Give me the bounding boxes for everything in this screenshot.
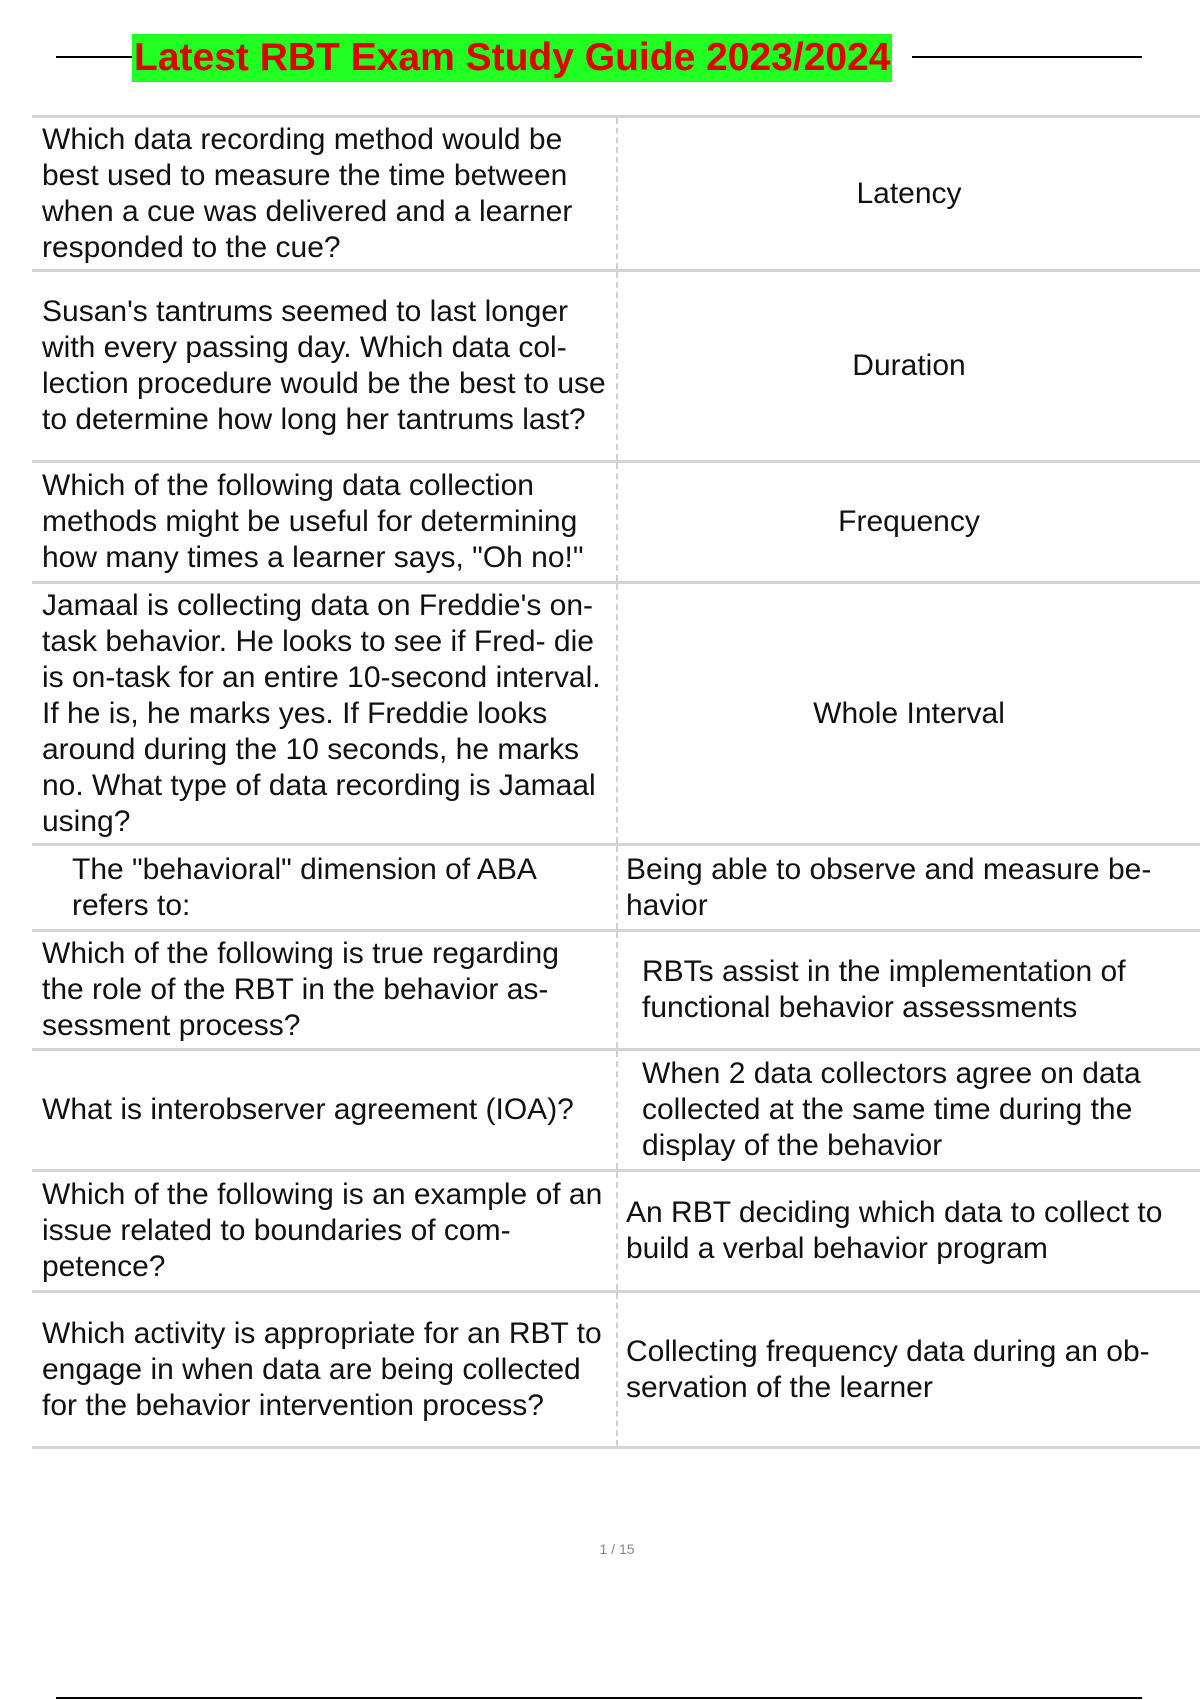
question-cell: Which activity is appropriate for an RBT to engage in when data are being collected for the behavior intervention process? (32, 1293, 618, 1446)
answer-cell: RBTs assist in the implementation of functional behavior assessments (642, 955, 1126, 1024)
answer-cell: Whole Interval (813, 696, 1005, 730)
answer-cell: Frequency (838, 505, 980, 538)
table-row (32, 1051, 1200, 1172)
table-row (32, 584, 1200, 846)
answer-cell: Being able to observe and measure be- havior (626, 852, 1152, 922)
question-cell: Which of the following is true regarding the role of the RBT in the behavior as- sessment process? (32, 932, 618, 1048)
title-rule-left (56, 56, 132, 58)
question-cell: What is interobserver agreement (IOA)? (32, 1051, 618, 1169)
table-row (32, 846, 1200, 932)
footer-rule (56, 1697, 1142, 1699)
question-cell: Jamaal is collecting data on Freddie's on-task behavior. He looks to see if Fred- die is on-task for an entire 10-second interval. If he is, he marks yes. If Freddie looks around during the 10 seconds, he marks no. What type of data recording is Jamaal using? (32, 584, 618, 843)
table-row (32, 1293, 1200, 1449)
page-indicator: 1 / 15 (599, 1541, 635, 1557)
answer-cell: Latency (856, 176, 962, 210)
answer-cell: Duration (852, 349, 966, 382)
question-cell: The "behavioral" dimension of ABA refers to: (32, 846, 618, 929)
table-row (32, 272, 1200, 463)
page-title: Latest RBT Exam Study Guide 2023/2024 (132, 34, 892, 82)
header (0, 30, 1200, 86)
question-cell: Susan's tantrums seemed to last longer with every passing day. Which data col- lection procedure would be the best to use to determine how long her tantrums last? (32, 272, 618, 460)
question-cell: Which data recording method would be best used to measure the time between when a cue was delivered and a learner responded to the cue? (32, 118, 618, 269)
table-row (32, 1172, 1200, 1293)
title-rule-right (912, 56, 1142, 58)
table-row (32, 932, 1200, 1051)
answer-cell: When 2 data collectors agree on data collected at the same time during the display of the behavior (642, 1057, 1141, 1162)
answer-cell: An RBT deciding which data to collect to build a verbal behavior program (626, 1196, 1163, 1265)
answer-cell: Collecting frequency data during an ob- servation of the learner (626, 1334, 1150, 1404)
question-cell: Which of the following data collection methods might be useful for determining how many times a learner says, "Oh no!" (32, 463, 618, 581)
question-cell: Which of the following is an example of an issue related to boundaries of com- petence? (32, 1172, 618, 1290)
table-row (32, 463, 1200, 584)
qa-table (32, 115, 1200, 1449)
table-row (32, 118, 1200, 272)
